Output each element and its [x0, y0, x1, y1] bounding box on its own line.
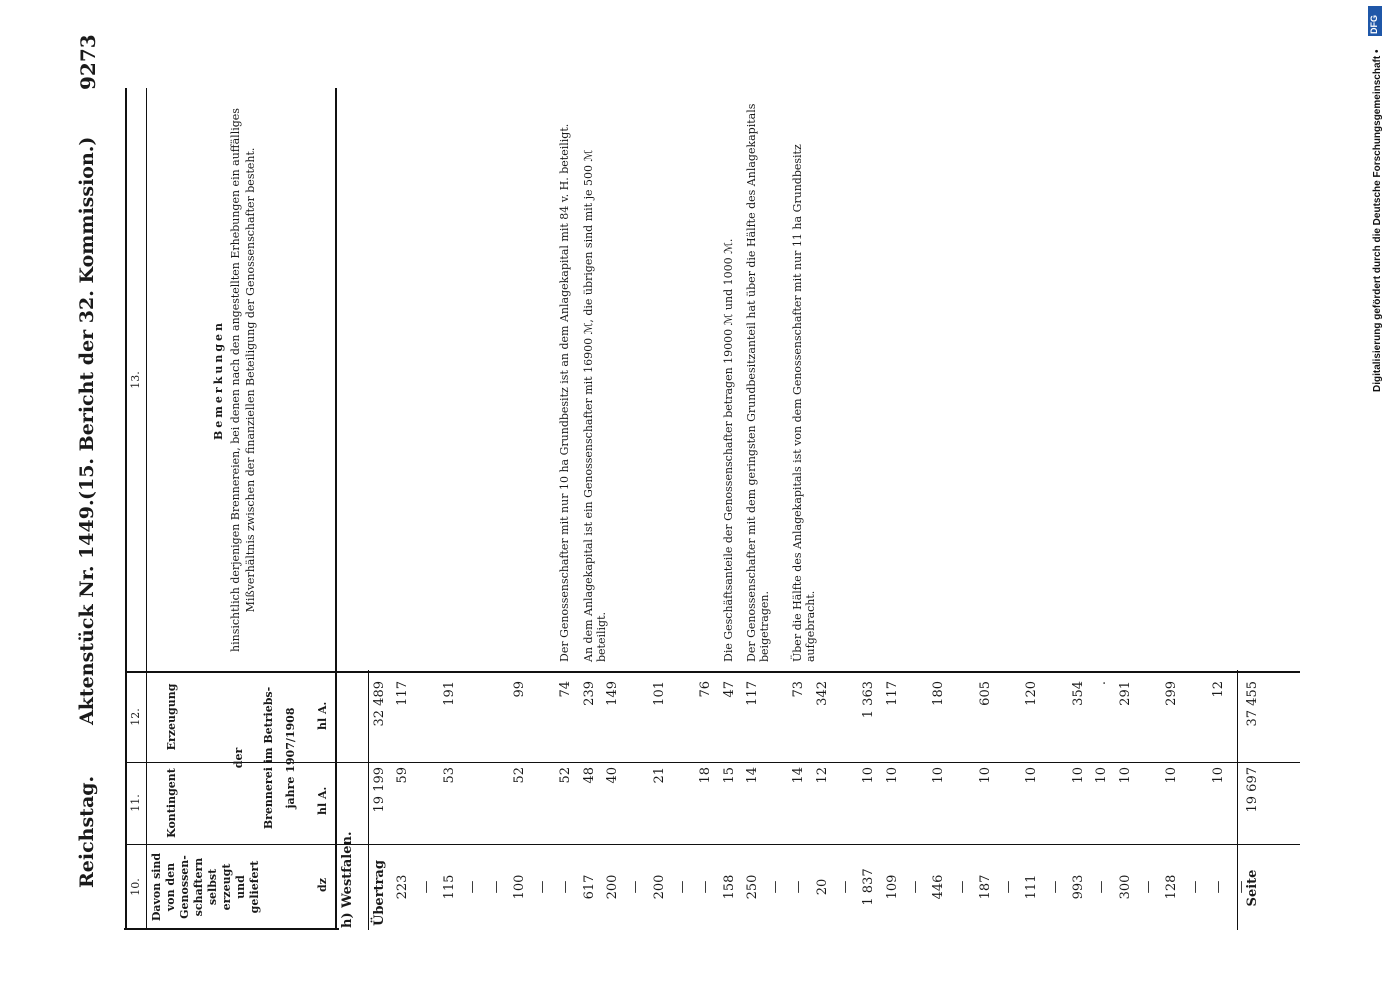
cell-own-production: 200 [652, 874, 667, 900]
page-number: 9273 [76, 34, 100, 90]
cell-own-production: 617 [582, 874, 597, 900]
cell-own-production: — [1188, 880, 1203, 894]
col10-heading-line: Davon sind [150, 852, 163, 922]
cell-own-production: 128 [1164, 874, 1179, 900]
cell-remark: Der Genossenschafter mit nur 10 ha Grundbesitz ist an dem Anlagekapital mit 84 v. H. beteiligt. [558, 123, 571, 662]
cell-contingent: 19 199 [372, 767, 387, 813]
cell-own-production: 993 [1071, 874, 1086, 900]
total-contingent: 19 697 [1245, 767, 1260, 813]
section-heading: h) Westfalen. [340, 831, 355, 928]
cell-own-production: — [1234, 880, 1249, 894]
cell-production: 1 363 [861, 681, 876, 719]
cell-contingent: 52 [558, 767, 573, 784]
header-left: Reichstag. [76, 775, 98, 888]
span-heading-line: Brennerei im Betriebs- [262, 686, 275, 830]
section-rule [368, 670, 369, 930]
cell-own-production: — [558, 880, 573, 894]
dfg-watermark: Digitalisierung gefördert durch die Deutsche Forschungsgemeinschaft • [1372, 49, 1383, 392]
cell-production: 47 [722, 681, 737, 698]
cell-production: 73 [791, 681, 806, 698]
cell-remark: Der Genossenschafter mit dem geringsten Grundbesitzanteil hat über die Hälfte des Anlagekapitals beigetragen. [745, 103, 771, 662]
cell-own-production: — [955, 880, 970, 894]
cell-production: 12 [1211, 681, 1226, 698]
cell-production: 117 [885, 681, 900, 706]
cell-contingent: 52 [512, 767, 527, 784]
cell-own-production: 223 [395, 874, 410, 900]
cell-own-production: — [489, 880, 504, 894]
col11-col12-divider [125, 762, 1300, 763]
cell-own-production: 115 [442, 874, 457, 900]
col12-col13-divider [125, 671, 1300, 673]
header-middle: Aktenstück Nr. 1449. [76, 499, 98, 725]
cell-contingent: 18 [698, 767, 713, 784]
col12-number: 12. [129, 708, 142, 726]
cell-production: 342 [815, 681, 830, 706]
cell-contingent: 48 [582, 767, 597, 784]
cell-contingent: 14 [745, 767, 760, 784]
cell-production: 149 [605, 681, 620, 706]
col13-number: 13. [129, 371, 142, 389]
cell-production: 120 [1024, 681, 1039, 706]
cell-contingent: 15 [722, 767, 737, 784]
cell-production: 99 [512, 681, 527, 698]
cell-own-production: — [535, 880, 550, 894]
cell-own-production: — [768, 880, 783, 894]
col10-col11-divider [125, 844, 1300, 845]
col11-12-span-heading [232, 673, 298, 843]
col12-heading: Erzeugung [165, 683, 178, 751]
cell-contingent: 12 [815, 767, 830, 784]
cell-own-production: Übertrag [372, 860, 387, 926]
cell-own-production: 300 [1118, 874, 1133, 900]
cell-own-production: 446 [931, 874, 946, 900]
cell-own-production: 187 [978, 874, 993, 900]
cell-contingent: 53 [442, 767, 457, 784]
cell-contingent: 14 [791, 767, 806, 784]
cell-contingent: 10 [861, 767, 876, 784]
cell-production: 354 [1071, 681, 1086, 706]
cell-own-production: — [791, 880, 806, 894]
col10-heading [150, 846, 262, 928]
col10-heading-line: und [234, 875, 247, 899]
cell-own-production: — [419, 880, 434, 894]
cell-contingent: 40 [605, 767, 620, 784]
col10-heading-line: geliefert [248, 860, 261, 914]
cell-own-production: 111 [1024, 874, 1039, 900]
col10-number: 10. [129, 878, 142, 896]
header-bottom-rule [335, 88, 337, 930]
colnum-rule [146, 88, 147, 930]
dfg-logo [1368, 6, 1382, 36]
col10-heading-line: von den [164, 862, 177, 912]
cell-production: 239 [582, 681, 597, 706]
cell-own-production: — [1141, 880, 1156, 894]
cell-production: 299 [1164, 681, 1179, 706]
cell-own-production: 109 [885, 874, 900, 900]
col13-subtitle-line: hinsichtlich derjenigen Brennereien, bei denen nach den angestellten Erhebungen ein auffälliges [229, 108, 242, 652]
cell-production: 76 [698, 681, 713, 698]
cell-contingent: 10 [1024, 767, 1039, 784]
col12-unit: hl A. [316, 701, 329, 730]
cell-own-production: 20 [815, 878, 830, 896]
total-production: 37 455 [1245, 681, 1260, 727]
col13-title: Bemerkungen [212, 319, 225, 441]
cell-own-production: — [1001, 880, 1016, 894]
cell-contingent: 10 [1071, 767, 1086, 784]
table-left-rule [124, 928, 339, 930]
cell-remark: Die Geschäftsanteile der Genossenschafter betragen 19000 ℳ und 1000 ℳ. [722, 238, 735, 662]
cell-own-production: — [698, 880, 713, 894]
cell-remark: An dem Anlagekapital ist ein Genossenschafter mit 16900 ℳ, die übrigen sind mit je 500 ℳ beteiligt. [582, 149, 608, 662]
col10-heading-line: selbst erzeugt [206, 863, 233, 911]
cell-own-production: — [1094, 880, 1109, 894]
col11-number: 11. [129, 794, 142, 812]
cell-contingent: 21 [652, 767, 667, 784]
cell-own-production: 250 [745, 874, 760, 900]
cell-production: 180 [931, 681, 946, 706]
carry-label: Seite [1245, 869, 1260, 907]
table-top-rule [125, 88, 127, 930]
header-right: (15. Bericht der 32. Kommission.) [76, 136, 98, 500]
cell-contingent: 10 [885, 767, 900, 784]
cell-own-production: — [465, 880, 480, 894]
col11-heading: Kontingent [165, 768, 178, 838]
cell-contingent: 10 [931, 767, 946, 784]
cell-production: 101 [652, 681, 667, 706]
dfg-logo-text: DFG [1369, 15, 1379, 34]
cell-production: 117 [395, 681, 410, 706]
cell-production: 191 [442, 681, 457, 706]
cell-production: . [1094, 681, 1109, 686]
col13-subtitle [228, 90, 258, 670]
cell-own-production: 100 [512, 874, 527, 900]
cell-own-production: 200 [605, 874, 620, 900]
cell-contingent: 10 [1164, 767, 1179, 784]
cell-own-production: — [838, 880, 853, 894]
col10-unit: dz [316, 878, 329, 892]
cell-production: 32 489 [372, 681, 387, 727]
cell-production: 605 [978, 681, 993, 706]
cell-own-production: — [1048, 880, 1063, 894]
cell-own-production: — [675, 880, 690, 894]
col10-heading-line: schaftern [192, 857, 205, 917]
cell-own-production: 158 [722, 874, 737, 900]
cell-production: 74 [558, 681, 573, 698]
col10-heading-line: Genossen- [178, 855, 191, 919]
cell-production: 117 [745, 681, 760, 706]
cell-own-production: — [908, 880, 923, 894]
cell-own-production: — [1211, 880, 1226, 894]
span-heading-line: der [232, 747, 245, 769]
cell-own-production: 1 837 [861, 868, 876, 906]
col13-subtitle-line: Mißverhältnis zwischen der finanziellen Beteiligung der Genossenschafter besteht. [244, 147, 257, 613]
cell-remark: Über die Hälfte des Anlagekapitals ist von dem Genossenschafter mit nur 11 ha Grundbesitz aufgebracht. [791, 144, 817, 662]
cell-production: 291 [1118, 681, 1133, 706]
cell-contingent: 10 [1211, 767, 1226, 784]
cell-contingent: 10 [1094, 767, 1109, 784]
cell-contingent: 59 [395, 767, 410, 784]
col11-unit: hl A. [316, 786, 329, 815]
cell-own-production: — [628, 880, 643, 894]
cell-contingent: 10 [978, 767, 993, 784]
cell-contingent: 10 [1118, 767, 1133, 784]
span-heading-line: jahre 1907/1908 [284, 707, 297, 809]
